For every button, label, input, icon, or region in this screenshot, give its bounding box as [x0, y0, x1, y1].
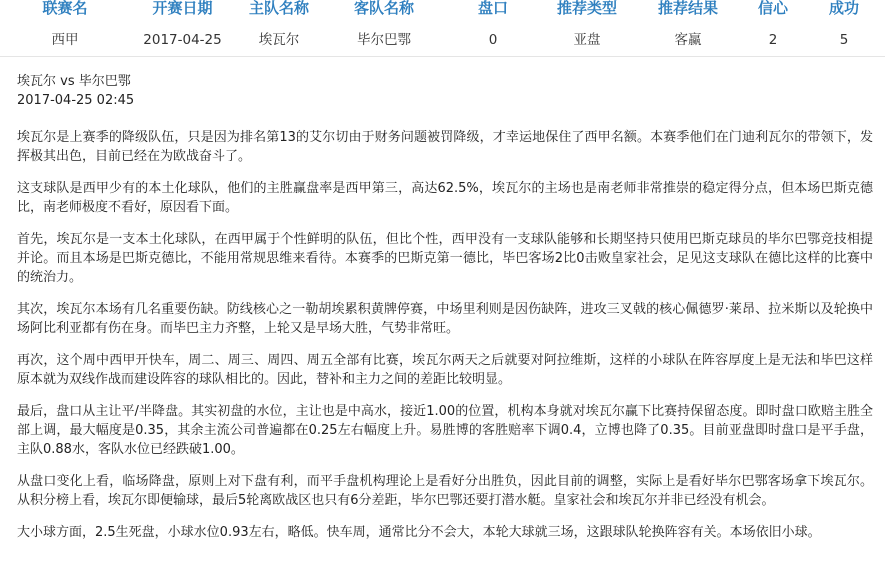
header-tip-result: 推荐结果: [657, 0, 718, 17]
cell-confidence: 2: [768, 32, 778, 48]
paragraph-7: 从盘口变化上看，临场降盘，原则上对下盘有利，而平手盘机构理论上是看好分出胜负，因此目前的调整，实际上是看好毕尔巴鄂客场拿下埃瓦尔。从积分榜上看，埃瓦尔即便输球，最后5轮离欧战区也只有6分差距，毕尔巴鄂还要打潜水艇。皇家社会和埃瓦尔并非已经没有机会。: [17, 474, 873, 508]
header-away-team: 客队名称: [353, 0, 414, 17]
table-row: [0, 24, 885, 57]
header-home-team: 主队名称: [248, 0, 309, 17]
header-start-date: 开赛日期: [152, 0, 213, 17]
paragraph-3: 首先，埃瓦尔是一支本土化球队，在西甲属于个性鲜明的队伍，但比个性，西甲没有一支球队能够和长期坚持只使用巴斯克球员的毕尔巴鄂竞技相提并论。而且本场是巴斯克德比，不能用常规思维来看待。本赛季的巴斯克第一德比，毕巴客场2比0击败皇家社会，足见这支球队在德比这样的比赛中的统治力。: [17, 232, 873, 285]
header-league: 联赛名: [42, 0, 88, 17]
header-handicap: 盘口: [477, 0, 508, 17]
cell-home-team: 埃瓦尔: [258, 32, 300, 48]
table-header-row: [0, 0, 885, 24]
match-datetime: 2017-04-25 02:45: [17, 93, 135, 108]
paragraph-1: 埃瓦尔是上赛季的降级队伍，只是因为排名第13的艾尔切由于财务问题被罚降级，才幸运地保住了西甲名额。本赛季他们在门迪利瓦尔的带领下，发挥极其出色，目前已经在为欧战奋斗了。: [17, 130, 873, 164]
paragraph-2: 这支球队是西甲少有的本土化球队，他们的主胜赢盘率是西甲第三，高达62.5%，埃瓦尔的主场也是南老师非常推崇的稳定得分点，但本场巴斯克德比，南老师极度不看好，原因看下面。: [17, 181, 873, 215]
cell-tip-result: 客赢: [674, 32, 702, 48]
cell-tip-type: 亚盘: [573, 32, 601, 48]
cell-handicap: 0: [488, 32, 498, 48]
paragraph-4: 其次，埃瓦尔本场有几名重要伤缺。防线核心之一勒胡埃累积黄牌停赛，中场里利则是因伤缺阵，进攻三叉戟的核心佩德罗·莱昂、拉米斯以及轮换中场阿比利亚都有伤在身。而毕巴主力齐整，上轮又是早场大胜，气势非常旺。: [17, 302, 873, 336]
cell-league: 西甲: [51, 32, 79, 48]
header-tip-type: 推荐类型: [556, 0, 617, 17]
cell-away-team: 毕尔巴鄂: [357, 32, 411, 48]
match-analysis-article: [17, 72, 873, 555]
paragraph-8: 大小球方面，2.5生死盘，小球水位0.93左右，略低。快车周，通常比分不会大，本轮大球就三场，这跟球队轮换阵容有关。本场依旧小球。: [17, 525, 821, 540]
header-confidence: 信心: [757, 0, 788, 17]
cell-start-date: 2017-04-25: [143, 32, 222, 48]
paragraph-5: 再次，这个周中西甲开快车，周二、周三、周四、周五全部有比赛，埃瓦尔两天之后就要对阿拉维斯，这样的小球队在阵容厚度上是无法和毕巴这样原本就为双线作战而建设阵容的球队相比的。因此，替补和主力之间的差距比较明显。: [17, 353, 873, 387]
paragraph-6: 最后，盘口从主让平/半降盘。其实初盘的水位，主让也是中高水，接近1.00的位置，机构本身就对埃瓦尔赢下比赛持保留态度。即时盘口欧赔主胜全部上调，最大幅度是0.35，其余主流公司普遍都在0.25左右幅度上升。易胜博的客胜赔率下调0.4，立博也降了0.35。目前亚盘即时盘口是平手盘，主队0.88水，客队水位已经跌破1.00。: [17, 404, 873, 457]
header-success: 成功: [828, 0, 859, 17]
recommendation-table: [0, 0, 885, 57]
match-title: 埃瓦尔 vs 毕尔巴鄂: [17, 74, 131, 89]
cell-success: 5: [839, 32, 849, 48]
